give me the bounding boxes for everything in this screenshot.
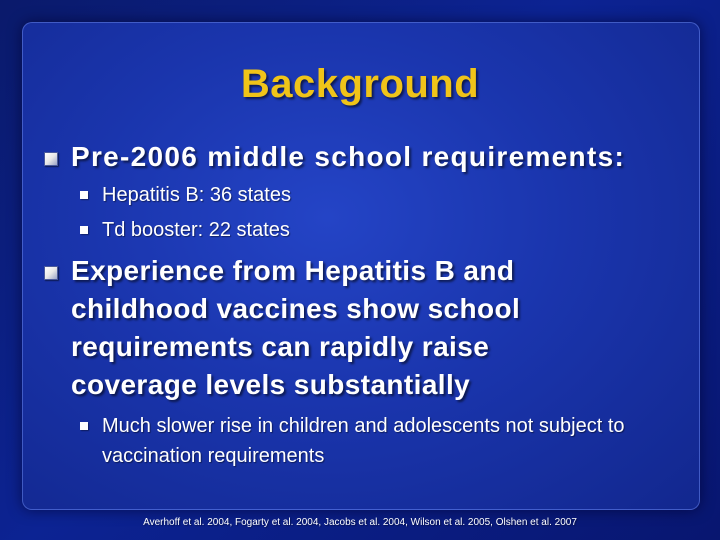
- slide-title: Background: [240, 62, 480, 106]
- square-marker-icon: [80, 226, 88, 234]
- bullet-text: Experience from Hepatitis B and childhood vaccines show school requirements can rapidly raise coverage levels substantially: [71, 255, 521, 400]
- square-marker-icon: [80, 191, 88, 199]
- bullet-experience: [44, 252, 604, 404]
- bullet-text: Pre-2006 middle school requirements:: [71, 141, 626, 172]
- sub-bullet-text: Much slower rise in children and adolescents not subject to vaccination requirements: [102, 415, 625, 467]
- bullet-pre-2006-requirements: [44, 138, 684, 176]
- references-footnote: Averhoff et al. 2004, Fogarty et al. 2004, Jacobs et al. 2004, Wilson et al. 2005, Olshen et al. 2007: [143, 517, 577, 528]
- square-marker-icon: [80, 422, 88, 430]
- sub-bullet-hepatitis-b: [80, 180, 640, 210]
- square-box-icon: [44, 152, 58, 166]
- square-box-icon: [44, 266, 58, 280]
- sub-bullet-td-booster: [80, 215, 640, 245]
- sub-bullet-text: Hepatitis B: 36 states: [102, 184, 291, 206]
- sub-bullet-slower-rise: [80, 411, 660, 471]
- sub-bullet-text: Td booster: 22 states: [102, 219, 290, 241]
